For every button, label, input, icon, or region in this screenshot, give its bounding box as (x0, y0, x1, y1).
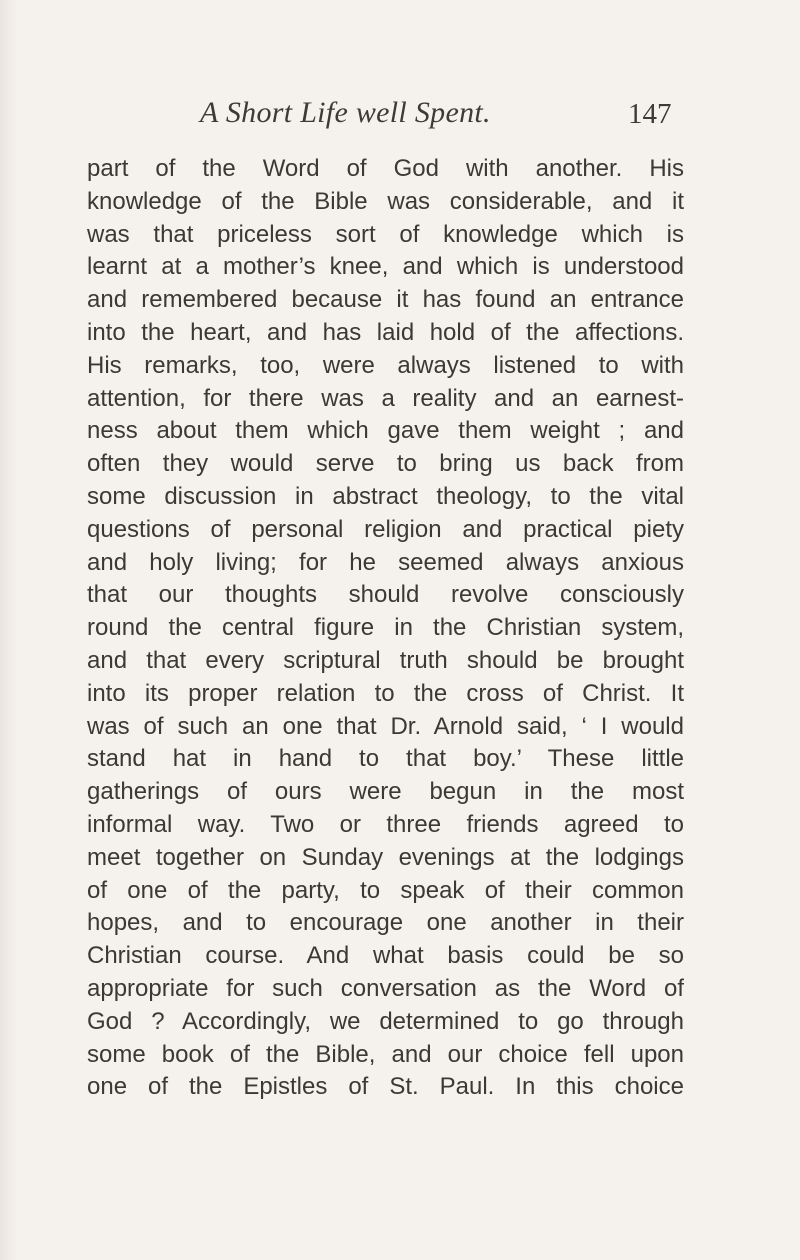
text-line: that our thoughts should revolve consciously (87, 581, 684, 609)
page-number: 147 (628, 98, 672, 130)
page-gutter-shadow (0, 0, 18, 1260)
text-line: round the central figure in the Christian system, (87, 614, 684, 642)
text-line: some discussion in abstract theology, to the vital (87, 482, 684, 510)
text-line: ness about them which gave them weight ; and (87, 417, 684, 445)
text-line: of one of the party, to speak of their common (87, 876, 684, 904)
text-line: Christian course. And what basis could be so (87, 942, 684, 970)
text-line: His remarks, too, were always listened to with (87, 351, 684, 379)
text-line: was of such an one that Dr. Arnold said, ‘ I would (87, 712, 684, 740)
text-line: questions of personal religion and practical piety (87, 515, 684, 543)
text-line: God ? Accordingly, we determined to go through (87, 1007, 684, 1035)
text-line: attention, for there was a reality and an earnest- (87, 384, 684, 412)
text-line: and holy living; for he seemed always anxious (87, 548, 684, 576)
body-text (87, 153, 684, 1104)
text-line: gatherings of ours were begun in the most (87, 778, 684, 806)
text-line: stand hat in hand to that boy.’ These little (87, 745, 684, 773)
text-line: appropriate for such conversation as the Word of (87, 974, 684, 1002)
text-line: into its proper relation to the cross of Christ. It (87, 679, 684, 707)
text-line: knowledge of the Bible was considerable, and it (87, 187, 684, 215)
text-line: informal way. Two or three friends agreed to (87, 810, 684, 838)
text-line: into the heart, and has laid hold of the affections. (87, 318, 684, 346)
text-line: part of the Word of God with another. His (87, 155, 684, 182)
text-line: one of the Epistles of St. Paul. In this choice (87, 1073, 684, 1101)
running-title: A Short Life well Spent. (200, 96, 491, 129)
text-line: hopes, and to encourage one another in their (87, 909, 684, 937)
text-line: meet together on Sunday evenings at the lodgings (87, 843, 684, 871)
text-line: and remembered because it has found an entrance (87, 286, 684, 314)
text-line: and that every scriptural truth should be brought (87, 646, 684, 674)
page-header (0, 96, 800, 136)
text-line: was that priceless sort of knowledge which is (87, 220, 684, 248)
text-line: learnt at a mother’s knee, and which is understood (87, 253, 684, 281)
text-line: some book of the Bible, and our choice fell upon (87, 1040, 684, 1068)
text-line: often they would serve to bring us back from (87, 450, 684, 478)
